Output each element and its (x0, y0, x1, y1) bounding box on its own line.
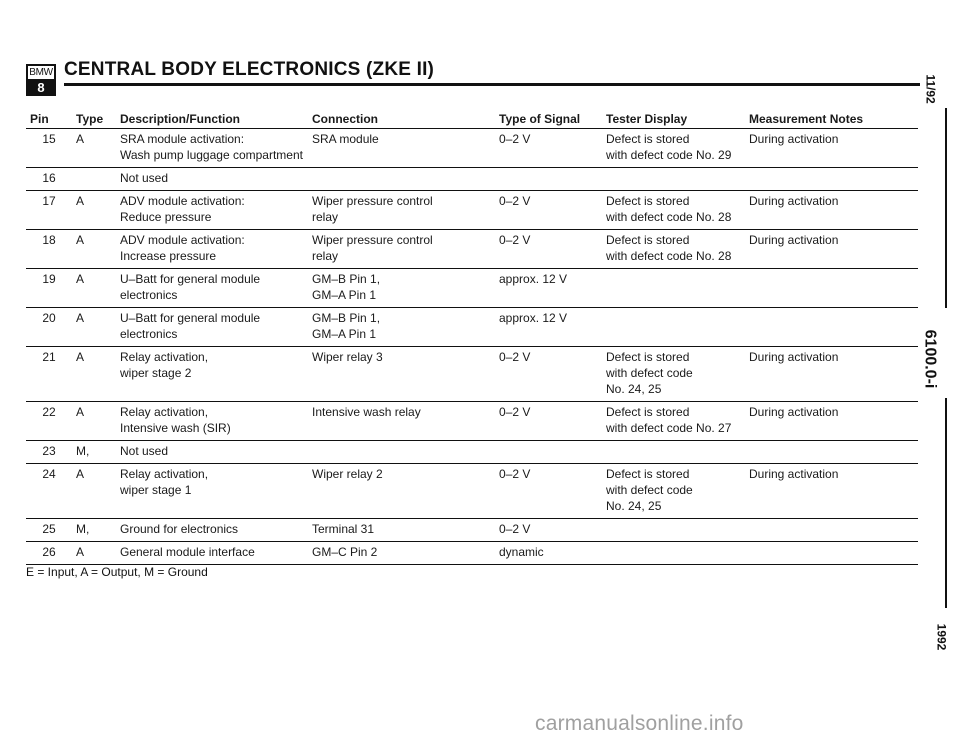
cell-signal: dynamic (495, 542, 602, 565)
cell-tester-display (602, 230, 745, 269)
cell-description-line: Not used (120, 171, 169, 185)
cell-measurement-notes (745, 168, 918, 191)
cell-description-line: Increase pressure (120, 249, 217, 263)
cell-description-line: Wash pump luggage compartment (120, 148, 303, 162)
cell-type: M, (72, 441, 116, 464)
table-row (26, 168, 918, 191)
cell-type: A (72, 269, 116, 308)
cell-measurement-notes: During activation (745, 230, 918, 269)
cell-signal (495, 441, 602, 464)
cell-description-line: Relay activation, (120, 350, 209, 364)
cell-tester-display-line: with defect code No. 28 (606, 249, 732, 263)
cell-connection-line: GM–A Pin 1 (312, 327, 377, 341)
cell-description (116, 347, 308, 402)
table-row (26, 269, 918, 308)
cell-type: A (72, 542, 116, 565)
cell-connection (308, 308, 495, 347)
side-divider (945, 108, 947, 308)
cell-connection (308, 269, 495, 308)
page-title: CENTRAL BODY ELECTRONICS (ZKE II) (64, 59, 435, 80)
cell-description-line: Intensive wash (SIR) (120, 421, 231, 435)
col-header-type: Type (72, 111, 116, 129)
cell-measurement-notes (745, 269, 918, 308)
watermark: carmanualsonline.info (535, 712, 744, 735)
cell-description (116, 129, 308, 168)
cell-tester-display-line: No. 24, 25 (606, 499, 662, 513)
table-row (26, 402, 918, 441)
cell-connection (308, 347, 495, 402)
cell-signal: 0–2 V (495, 519, 602, 542)
table-row (26, 308, 918, 347)
cell-connection-line: Terminal 31 (312, 522, 375, 536)
cell-signal: 0–2 V (495, 402, 602, 441)
cell-connection (308, 519, 495, 542)
cell-pin: 21 (26, 347, 72, 402)
cell-description-line: ADV module activation: (120, 233, 245, 247)
cell-type: A (72, 191, 116, 230)
cell-measurement-notes (745, 441, 918, 464)
table-row (26, 519, 918, 542)
cell-connection (308, 230, 495, 269)
cell-description-line: Relay activation, (120, 405, 209, 419)
col-header-connection: Connection (308, 111, 495, 129)
cell-description-line: electronics (120, 288, 178, 302)
cell-signal: 0–2 V (495, 230, 602, 269)
cell-connection (308, 542, 495, 565)
cell-type: A (72, 308, 116, 347)
col-header-tester: Tester Display (602, 111, 745, 129)
side-code: 6100.0-i (921, 329, 939, 389)
cell-tester-display (602, 464, 745, 519)
cell-type (72, 168, 116, 191)
table-row (26, 230, 918, 269)
cell-connection-line: GM–A Pin 1 (312, 288, 377, 302)
cell-measurement-notes (745, 519, 918, 542)
cell-description (116, 168, 308, 191)
cell-tester-display-line: Defect is stored (606, 194, 690, 208)
cell-tester-display-line: Defect is stored (606, 233, 690, 247)
cell-pin: 15 (26, 129, 72, 168)
cell-description (116, 230, 308, 269)
cell-type: A (72, 129, 116, 168)
cell-signal (495, 168, 602, 191)
cell-connection-line: Wiper relay 3 (312, 350, 383, 364)
pin-table (26, 111, 918, 565)
col-header-notes: Measurement Notes (745, 111, 918, 129)
cell-connection-line: GM–C Pin 2 (312, 545, 378, 559)
side-divider (945, 398, 947, 608)
cell-connection-line: Wiper relay 2 (312, 467, 383, 481)
cell-description-line: U–Batt for general module (120, 272, 261, 286)
cell-measurement-notes (745, 542, 918, 565)
cell-signal: approx. 12 V (495, 269, 602, 308)
cell-pin: 17 (26, 191, 72, 230)
cell-description-line: General module interface (120, 545, 255, 559)
cell-pin: 26 (26, 542, 72, 565)
title-rule (64, 83, 920, 86)
cell-tester-display (602, 269, 745, 308)
cell-pin: 23 (26, 441, 72, 464)
logo-model: 8 (28, 81, 54, 94)
cell-signal: approx. 12 V (495, 308, 602, 347)
cell-type: A (72, 230, 116, 269)
cell-tester-display (602, 308, 745, 347)
col-header-pin: Pin (26, 111, 72, 129)
cell-connection (308, 168, 495, 191)
cell-description (116, 308, 308, 347)
cell-tester-display (602, 168, 745, 191)
cell-connection-line: SRA module (312, 132, 379, 146)
cell-description-line: U–Batt for general module (120, 311, 261, 325)
cell-pin: 19 (26, 269, 72, 308)
cell-type: A (72, 464, 116, 519)
cell-description (116, 464, 308, 519)
cell-pin: 24 (26, 464, 72, 519)
cell-description-line: Ground for electronics (120, 522, 239, 536)
cell-description-line: wiper stage 2 (120, 366, 192, 380)
table-row (26, 191, 918, 230)
cell-tester-display-line: with defect code No. 27 (606, 421, 732, 435)
cell-tester-display (602, 519, 745, 542)
cell-pin: 20 (26, 308, 72, 347)
cell-description (116, 519, 308, 542)
cell-description (116, 542, 308, 565)
cell-connection (308, 464, 495, 519)
table-row (26, 542, 918, 565)
cell-tester-display-line: Defect is stored (606, 350, 690, 364)
cell-tester-display (602, 402, 745, 441)
cell-measurement-notes: During activation (745, 464, 918, 519)
col-header-description: Description/Function (116, 111, 308, 129)
cell-measurement-notes: During activation (745, 191, 918, 230)
cell-signal: 0–2 V (495, 347, 602, 402)
cell-description (116, 402, 308, 441)
cell-tester-display-line: Defect is stored (606, 467, 690, 481)
cell-description-line: Not used (120, 444, 169, 458)
cell-description (116, 191, 308, 230)
cell-connection-line: Wiper pressure control (312, 233, 433, 247)
cell-type: A (72, 347, 116, 402)
cell-tester-display (602, 129, 745, 168)
cell-tester-display (602, 441, 745, 464)
cell-connection-line: GM–B Pin 1, (312, 272, 381, 286)
cell-description-line: SRA module activation: (120, 132, 245, 146)
cell-tester-display-line: with defect code (606, 366, 693, 380)
cell-connection-line: Wiper pressure control (312, 194, 433, 208)
cell-tester-display-line: with defect code No. 28 (606, 210, 732, 224)
cell-description (116, 269, 308, 308)
legend-footnote: E = Input, A = Output, M = Ground (26, 565, 208, 579)
col-header-signal: Type of Signal (495, 111, 602, 129)
cell-tester-display (602, 347, 745, 402)
table-header-row (26, 111, 918, 129)
cell-description-line: Reduce pressure (120, 210, 212, 224)
cell-description-line: Relay activation, (120, 467, 209, 481)
cell-pin: 22 (26, 402, 72, 441)
cell-measurement-notes (745, 308, 918, 347)
cell-connection (308, 441, 495, 464)
cell-measurement-notes: During activation (745, 347, 918, 402)
cell-signal: 0–2 V (495, 464, 602, 519)
cell-tester-display-line: Defect is stored (606, 405, 690, 419)
cell-type: M, (72, 519, 116, 542)
cell-connection-line: relay (312, 210, 339, 224)
cell-tester-display-line: No. 24, 25 (606, 382, 662, 396)
table-row (26, 441, 918, 464)
cell-measurement-notes: During activation (745, 129, 918, 168)
cell-connection (308, 191, 495, 230)
side-year: 1992 (934, 623, 949, 651)
cell-description-line: wiper stage 1 (120, 483, 192, 497)
cell-tester-display-line: with defect code No. 29 (606, 148, 732, 162)
cell-signal: 0–2 V (495, 129, 602, 168)
cell-description-line: electronics (120, 327, 178, 341)
cell-tester-display-line: Defect is stored (606, 132, 690, 146)
cell-tester-display (602, 191, 745, 230)
cell-pin: 25 (26, 519, 72, 542)
cell-pin: 16 (26, 168, 72, 191)
cell-tester-display-line: with defect code (606, 483, 693, 497)
logo-brand: BMW (28, 66, 54, 81)
side-date: 11/92 (923, 74, 938, 104)
pin-table-body (26, 129, 918, 565)
cell-description-line: ADV module activation: (120, 194, 245, 208)
table-row (26, 129, 918, 168)
cell-type: A (72, 402, 116, 441)
bmw-8-logo (26, 64, 56, 96)
cell-tester-display (602, 542, 745, 565)
table-row (26, 347, 918, 402)
cell-connection (308, 402, 495, 441)
cell-signal: 0–2 V (495, 191, 602, 230)
cell-description (116, 441, 308, 464)
cell-pin: 18 (26, 230, 72, 269)
cell-connection-line: Intensive wash relay (312, 405, 421, 419)
cell-connection (308, 129, 495, 168)
table-row (26, 464, 918, 519)
cell-measurement-notes: During activation (745, 402, 918, 441)
cell-connection-line: GM–B Pin 1, (312, 311, 381, 325)
cell-connection-line: relay (312, 249, 339, 263)
